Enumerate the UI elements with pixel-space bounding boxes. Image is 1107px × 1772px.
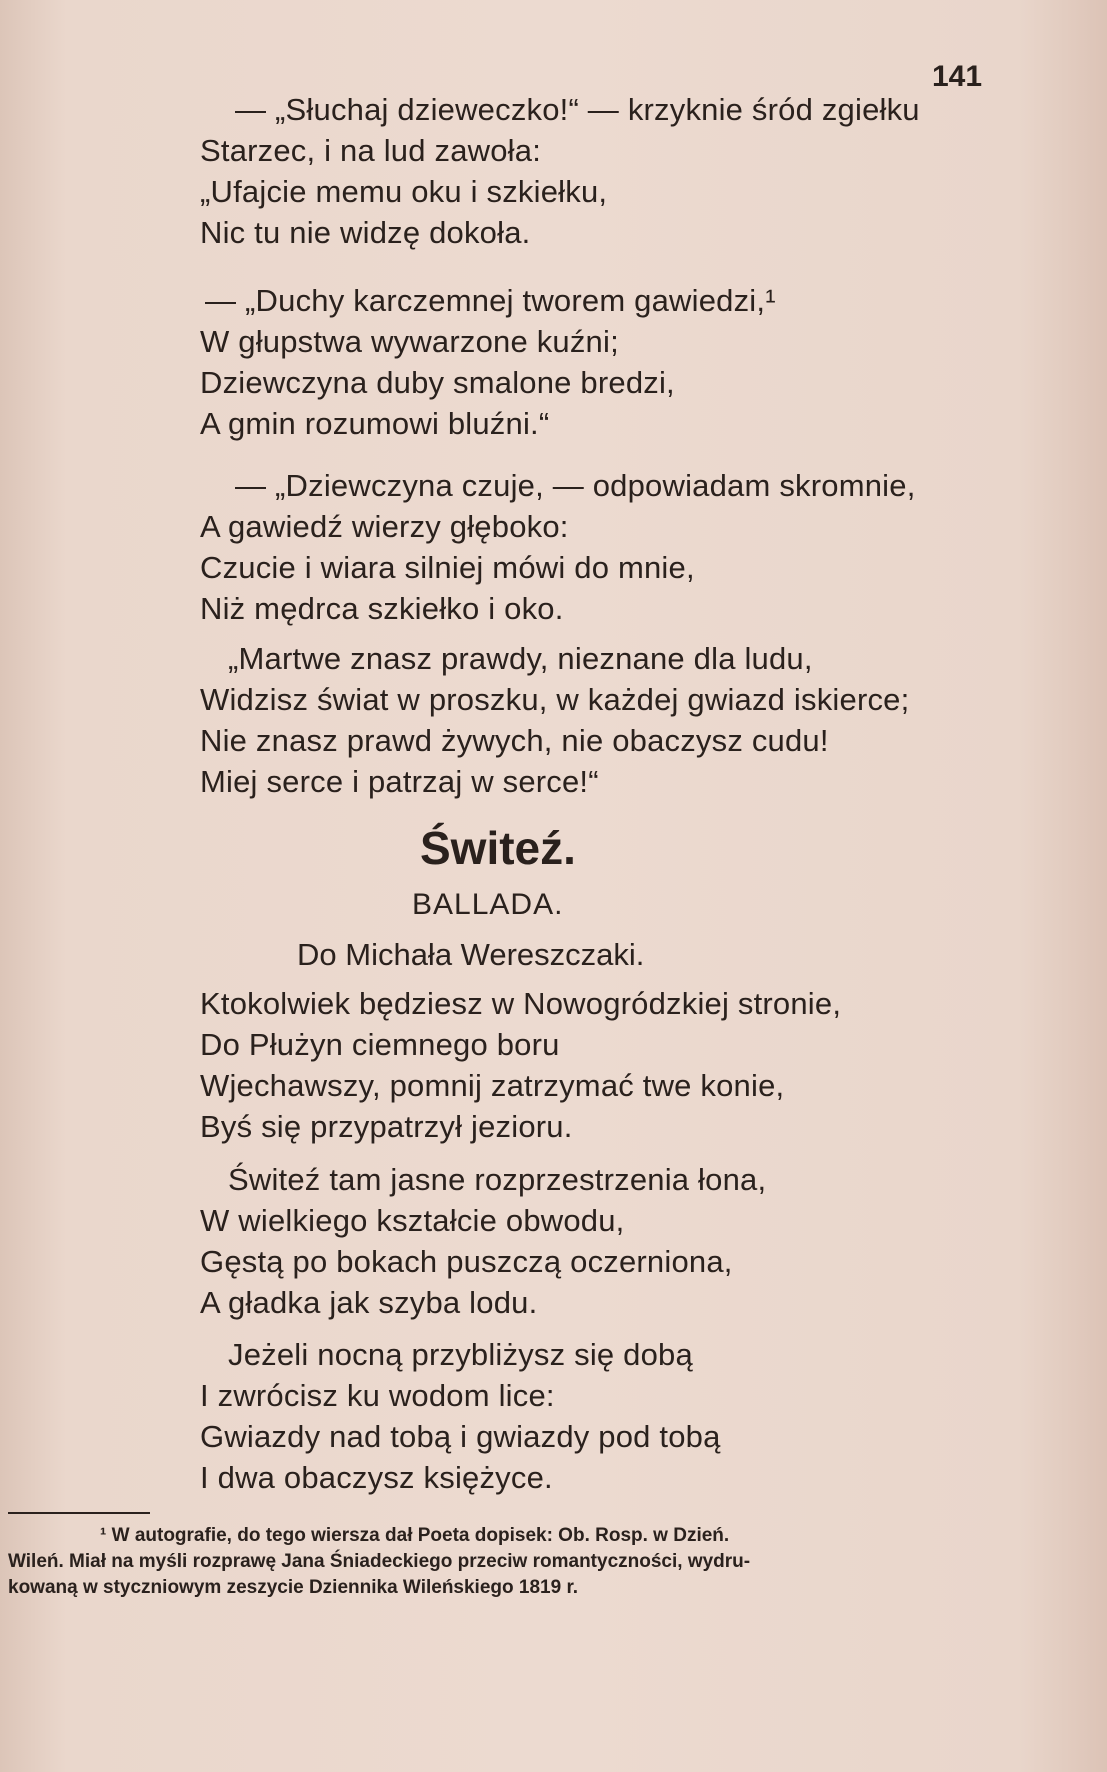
verse-line: — „Słuchaj dzieweczko!“ — krzyknie śród zgiełku	[235, 92, 920, 127]
verse-line: Niż mędrca szkiełko i oko.	[200, 591, 564, 626]
footnote-line: ¹ W autografie, do tego wiersza dał Poeta dopisek: Ob. Rosp. w Dzień.	[100, 1525, 730, 1546]
footnote-line: kowaną w styczniowym zeszycie Dziennika Wileńskiego 1819 r.	[8, 1577, 579, 1598]
footnote-rule	[8, 1512, 150, 1514]
poem-title: Świteź.	[420, 822, 576, 874]
poem-line: A gładka jak szyba lodu.	[200, 1285, 538, 1320]
poem-line: I dwa obaczysz księżyce.	[200, 1460, 553, 1495]
verse-line: — „Dziewczyna czuje, — odpowiadam skromnie,	[235, 468, 916, 503]
poem-line: Byś się przypatrzył jezioru.	[200, 1109, 573, 1144]
verse-line: A gmin rozumowi bluźni.“	[200, 406, 550, 441]
verse-line: Starzec, i na lud zawoła:	[200, 133, 542, 168]
verse-line: Miej serce i patrzaj w serce!“	[200, 764, 599, 799]
poem-line: W wielkiego kształcie obwodu,	[200, 1203, 625, 1238]
verse-line: — „Duchy karczemnej tworem gawiedzi,¹	[205, 283, 776, 318]
verse-line: W głupstwa wywarzone kuźni;	[200, 324, 619, 359]
verse-line: Dziewczyna duby smalone bredzi,	[200, 365, 675, 400]
verse-line: „Martwe znasz prawdy, nieznane dla ludu,	[228, 641, 813, 676]
poem-line: Jeżeli nocną przybliżysz się dobą	[228, 1337, 693, 1372]
poem-line: Wjechawszy, pomnij zatrzymać twe konie,	[200, 1068, 785, 1103]
page-number: 141	[932, 60, 983, 93]
poem-line: Ktokolwiek będziesz w Nowogródzkiej stronie,	[200, 986, 842, 1021]
poem-line: Gwiazdy nad tobą i gwiazdy pod tobą	[200, 1419, 721, 1454]
verse-line: Czucie i wiara silniej mówi do mnie,	[200, 550, 695, 585]
verse-line: „Ufajcie memu oku i szkiełku,	[200, 174, 608, 209]
poem-line: Gęstą po bokach puszczą oczerniona,	[200, 1244, 733, 1279]
poem-dedication: Do Michała Wereszczaki.	[297, 937, 645, 972]
poem-line: I zwrócisz ku wodom lice:	[200, 1378, 555, 1413]
verse-line: Widzisz świat w proszku, w każdej gwiazd iskierce;	[200, 682, 910, 717]
verse-line: Nic tu nie widzę dokoła.	[200, 215, 531, 250]
verse-line: A gawiedź wierzy głęboko:	[200, 509, 569, 544]
poem-line: Do Płużyn ciemnego boru	[200, 1027, 560, 1062]
poem-subtitle: BALLADA.	[412, 888, 564, 921]
footnote-line: Wileń. Miał na myśli rozprawę Jana Śniadeckiego przeciw romantyczności, wydru-	[8, 1551, 751, 1572]
verse-line: Nie znasz prawd żywych, nie obaczysz cudu!	[200, 723, 829, 758]
poem-line: Świteź tam jasne rozprzestrzenia łona,	[228, 1162, 767, 1197]
